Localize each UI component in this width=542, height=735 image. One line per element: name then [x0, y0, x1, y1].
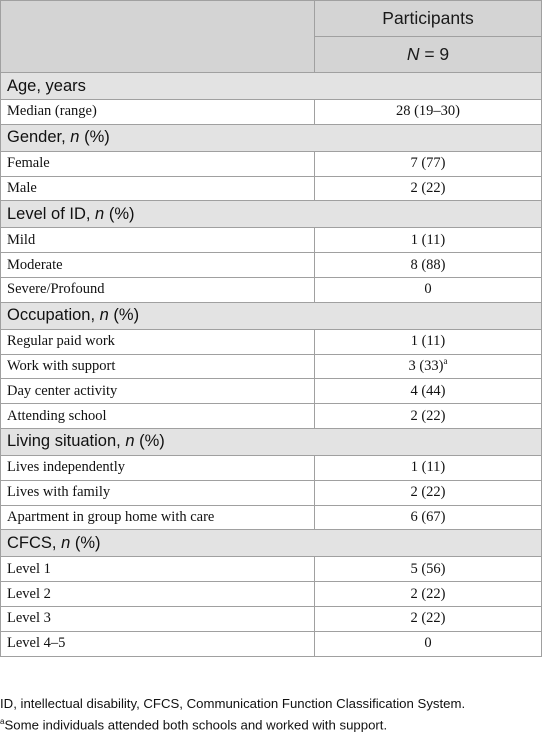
table-row — [1, 480, 542, 505]
section-title — [1, 124, 542, 151]
row-value: 5 (56) — [410, 560, 446, 577]
count-symbol: n — [99, 306, 109, 325]
table-row — [1, 557, 542, 582]
row-label: Apartment in group home with care — [1, 505, 315, 530]
footnote-a — [0, 713, 542, 734]
section-title-text: Occupation, — [7, 306, 100, 325]
section-title-text: Level of ID, — [7, 204, 96, 223]
row-label: Regular paid work — [1, 329, 315, 354]
percent-suffix: (%) — [70, 533, 101, 552]
table-row — [1, 379, 542, 404]
row-value-cell — [315, 176, 542, 201]
row-value-cell — [315, 253, 542, 278]
table-footnotes — [0, 695, 542, 734]
abbreviations-note: ID, intellectual disability, CFCS, Communication Function Classification System. — [0, 696, 466, 711]
row-label: Severe/Profound — [1, 277, 315, 302]
count-symbol: n — [61, 533, 71, 552]
footnote-ref: a — [443, 356, 448, 367]
row-value-cell — [315, 631, 542, 656]
header-corner-cell — [1, 1, 315, 73]
table-row — [1, 151, 542, 176]
section-header-row — [1, 302, 542, 329]
row-value: 2 (22) — [410, 585, 446, 602]
table-row — [1, 404, 542, 429]
row-label: Moderate — [1, 253, 315, 278]
table-row — [1, 228, 542, 253]
section-title-text: Age, years — [7, 76, 86, 95]
row-value: 6 (67) — [410, 508, 446, 525]
row-value-cell — [315, 329, 542, 354]
row-label: Female — [1, 151, 315, 176]
row-value: 0 — [424, 635, 432, 652]
section-title-text: CFCS, — [7, 533, 62, 552]
percent-suffix: (%) — [104, 204, 135, 223]
row-value: 2 (22) — [410, 484, 446, 501]
row-value-cell — [315, 277, 542, 302]
percent-suffix: (%) — [108, 306, 140, 325]
row-label: Mild — [1, 228, 315, 253]
section-title — [1, 428, 542, 455]
row-label: Work with support — [1, 354, 315, 379]
footnote-marker: a — [0, 717, 5, 726]
row-value: 0 — [424, 281, 432, 298]
row-value: 1 (11) — [410, 231, 446, 248]
row-value: 1 (11) — [410, 333, 446, 350]
table-row — [1, 505, 542, 530]
row-value-cell — [315, 455, 542, 480]
row-value-cell — [315, 100, 542, 125]
participants-header: Participants — [315, 1, 542, 37]
table-body — [1, 73, 542, 657]
count-symbol: n — [125, 432, 135, 451]
footnote-text: Some individuals attended both schools and worked with support. — [4, 717, 388, 733]
section-title-text: Gender, — [7, 128, 71, 147]
table-row — [1, 631, 542, 656]
row-value: 8 (88) — [410, 256, 446, 273]
count-symbol: n — [95, 204, 105, 223]
row-value: 2 (22) — [410, 610, 446, 627]
row-label: Level 4–5 — [1, 631, 315, 656]
sample-size-symbol: N — [406, 44, 420, 64]
table-row — [1, 176, 542, 201]
row-label: Day center activity — [1, 379, 315, 404]
table-row — [1, 354, 542, 379]
row-label: Attending school — [1, 404, 315, 429]
section-title — [1, 302, 542, 329]
percent-suffix: (%) — [79, 128, 110, 147]
row-value: 2 (22) — [410, 407, 446, 424]
row-label: Level 2 — [1, 582, 315, 607]
row-value-cell — [315, 480, 542, 505]
row-label: Lives with family — [1, 480, 315, 505]
row-value: 7 (77) — [410, 155, 446, 172]
sample-size-header — [315, 37, 542, 73]
table-row — [1, 455, 542, 480]
row-value-cell — [315, 151, 542, 176]
table-row — [1, 582, 542, 607]
row-label: Level 1 — [1, 557, 315, 582]
section-title — [1, 73, 542, 100]
count-symbol: n — [70, 128, 80, 147]
table-row — [1, 329, 542, 354]
row-value: 2 (22) — [410, 179, 446, 196]
row-value: 28 (19–30) — [395, 103, 461, 120]
row-value-cell — [315, 606, 542, 631]
table-row — [1, 100, 542, 125]
section-header-row — [1, 73, 542, 100]
table-row — [1, 277, 542, 302]
row-value-cell — [315, 379, 542, 404]
row-label: Median (range) — [1, 100, 315, 125]
section-header-row — [1, 530, 542, 557]
row-value-cell — [315, 228, 542, 253]
row-value: 3 (33) — [408, 357, 444, 374]
row-value-cell — [315, 505, 542, 530]
sample-size-value: = 9 — [419, 44, 450, 64]
percent-suffix: (%) — [134, 432, 165, 451]
section-title-text: Living situation, — [7, 432, 126, 451]
row-value-cell — [315, 557, 542, 582]
section-title — [1, 201, 542, 228]
row-value-cell — [315, 354, 542, 379]
row-label: Lives independently — [1, 455, 315, 480]
row-value: 4 (44) — [410, 382, 446, 399]
row-value: 1 (11) — [410, 459, 446, 476]
table-row — [1, 606, 542, 631]
row-label: Level 3 — [1, 606, 315, 631]
row-value-cell — [315, 582, 542, 607]
row-value-cell — [315, 404, 542, 429]
section-title — [1, 530, 542, 557]
table-row — [1, 253, 542, 278]
section-header-row — [1, 201, 542, 228]
section-header-row — [1, 428, 542, 455]
row-label: Male — [1, 176, 315, 201]
section-header-row — [1, 124, 542, 151]
